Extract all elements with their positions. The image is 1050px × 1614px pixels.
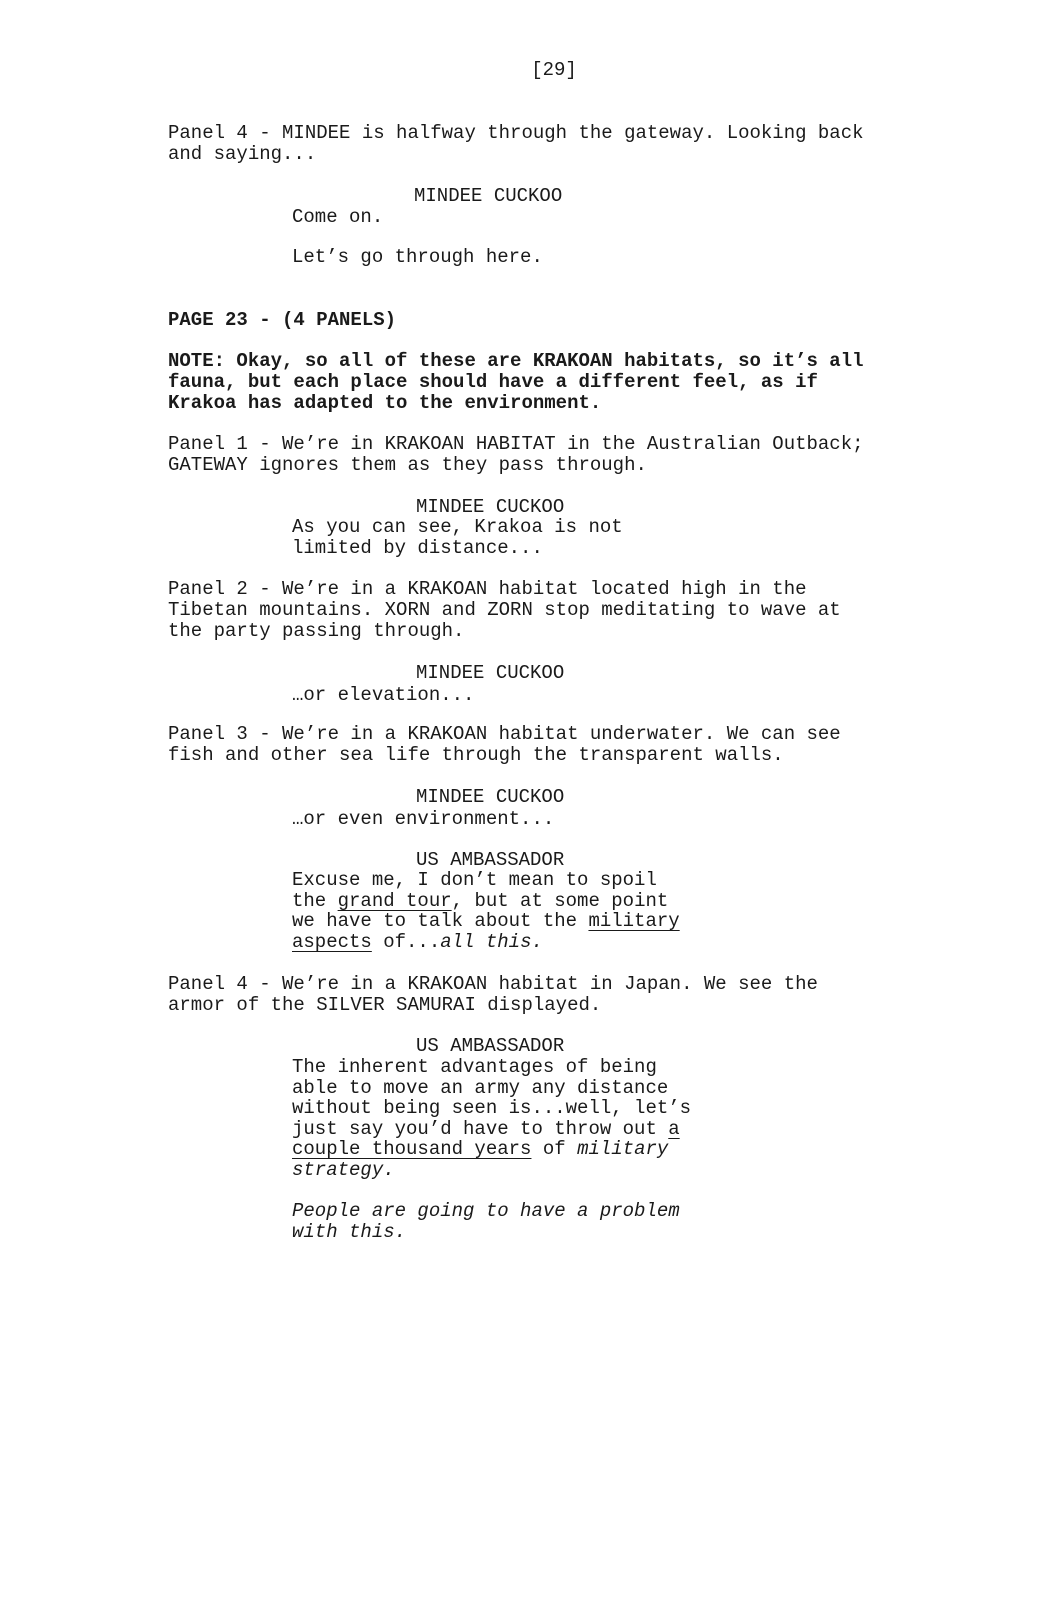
dialogue-line: People are going to have a problem <box>292 1200 680 1222</box>
dialogue-fragment: the <box>292 890 338 912</box>
dialogue-line: …or even environment... <box>292 808 555 830</box>
panel-description: Panel 2 - We’re in a KRAKOAN habitat located high in the <box>168 578 807 600</box>
character-name: US AMBASSADOR <box>416 1035 565 1057</box>
panel-description: GATEWAY ignores them as they pass through. <box>168 454 647 476</box>
note-text: Krakoa has adapted to the environment. <box>168 392 602 414</box>
note-text: fauna, but each place should have a different feel, as if <box>168 371 818 393</box>
panel-description: Panel 4 - We’re in a KRAKOAN habitat in Japan. We see the <box>168 973 818 995</box>
italic-text: military <box>577 1138 669 1160</box>
dialogue-fragment: we have to talk about the <box>292 910 589 932</box>
panel-description: Panel 3 - We’re in a KRAKOAN habitat underwater. We can see <box>168 723 841 745</box>
note-text: NOTE: Okay, so all of these are KRAKOAN habitats, so it’s all <box>168 350 864 372</box>
character-name: US AMBASSADOR <box>416 849 565 871</box>
underlined-text: grand tour <box>337 890 452 912</box>
dialogue-line: Come on. <box>292 206 384 228</box>
underlined-text: aspects <box>292 931 372 953</box>
dialogue-line: able to move an army any distance <box>292 1077 669 1099</box>
dialogue-fragment: of <box>531 1138 578 1160</box>
character-name: MINDEE CUCKOO <box>416 786 565 808</box>
dialogue-line <box>292 1119 680 1140</box>
panel-description: fish and other sea life through the transparent walls. <box>168 744 784 766</box>
dialogue-fragment: of... <box>371 931 441 953</box>
dialogue-line: Let’s go through here. <box>292 246 543 268</box>
panel-description: Panel 4 - MINDEE is halfway through the gateway. Looking back <box>168 122 864 144</box>
character-name: MINDEE CUCKOO <box>416 496 565 518</box>
page-heading: PAGE 23 - (4 PANELS) <box>168 309 397 331</box>
dialogue-line: …or elevation... <box>292 684 475 706</box>
dialogue-line <box>292 1139 668 1160</box>
italic-text: all this. <box>440 931 543 953</box>
dialogue-line <box>292 911 680 932</box>
panel-description: Tibetan mountains. XORN and ZORN stop meditating to wave at <box>168 599 841 621</box>
dialogue-line: with this. <box>292 1221 407 1243</box>
panel-description: Panel 1 - We’re in KRAKOAN HABITAT in the Australian Outback; <box>168 433 864 455</box>
underlined-text: couple thousand years <box>292 1138 532 1160</box>
dialogue-fragment: just say you’d have to throw out <box>292 1118 669 1140</box>
character-name: MINDEE CUCKOO <box>414 185 563 207</box>
dialogue-line: The inherent advantages of being <box>292 1056 657 1078</box>
dialogue-line: strategy. <box>292 1159 395 1181</box>
dialogue-line <box>292 932 543 953</box>
dialogue-line: without being seen is...well, let’s <box>292 1097 692 1119</box>
dialogue-line: As you can see, Krakoa is not <box>292 516 623 538</box>
underlined-text: a <box>668 1118 680 1140</box>
underlined-text: military <box>588 910 680 932</box>
dialogue-line: limited by distance... <box>292 537 543 559</box>
panel-description: the party passing through. <box>168 620 465 642</box>
dialogue-line: Excuse me, I don’t mean to spoil <box>292 869 657 891</box>
dialogue-line <box>292 891 668 912</box>
character-name: MINDEE CUCKOO <box>416 662 565 684</box>
panel-description: armor of the SILVER SAMURAI displayed. <box>168 994 602 1016</box>
panel-description: and saying... <box>168 143 317 165</box>
page-number: [29] <box>531 59 577 81</box>
dialogue-fragment: , but at some point <box>451 890 669 912</box>
